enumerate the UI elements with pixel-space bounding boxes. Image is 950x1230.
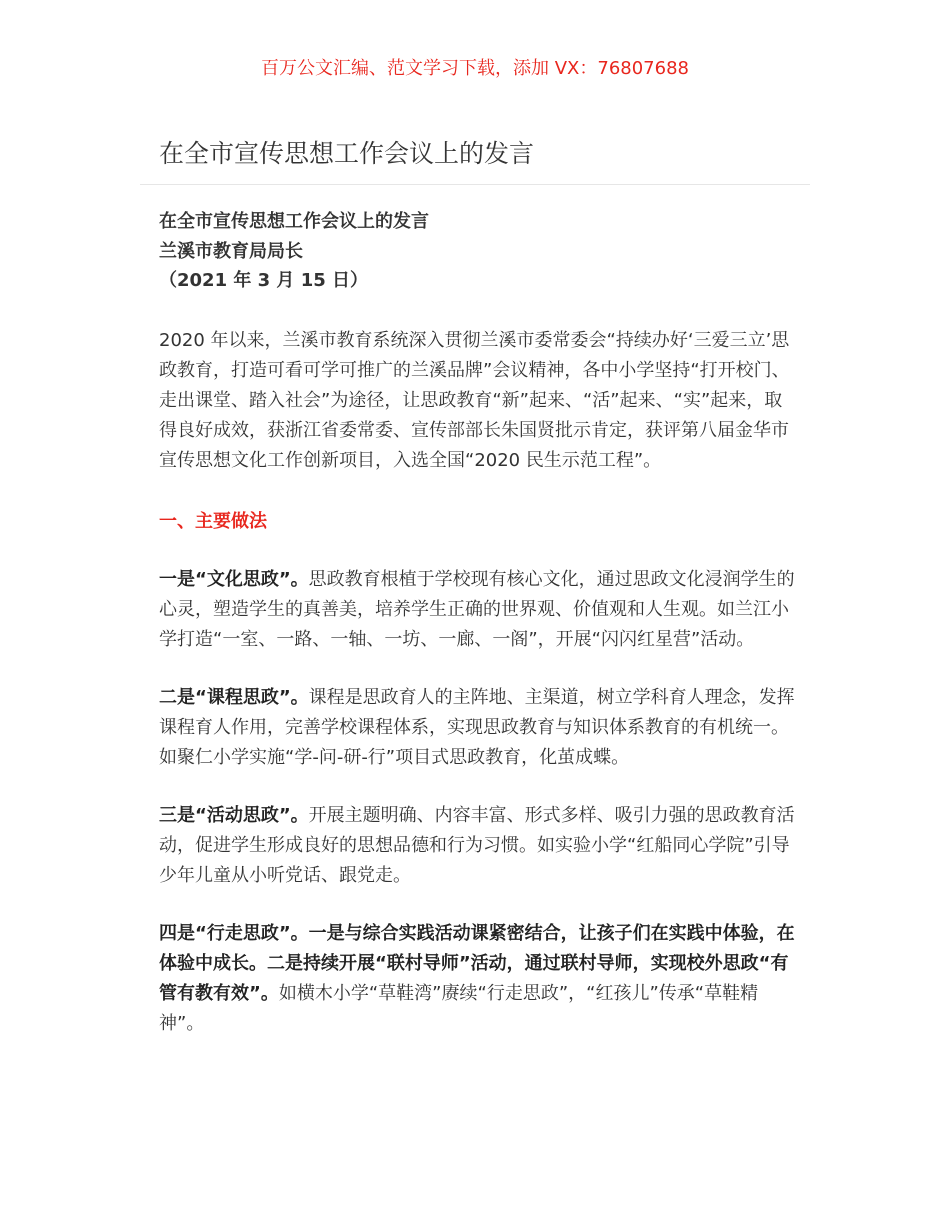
section-heading: 一、主要做法 xyxy=(159,510,267,532)
speech-title: 在全市宣传思想工作会议上的发言 xyxy=(159,211,429,232)
speech-header xyxy=(159,207,799,296)
article-body xyxy=(159,207,799,1039)
practice-paragraph xyxy=(159,565,799,655)
practice-text: 课程是思政育人的主阵地、主渠道，树立学科育人理念，发挥课程育人作用，完善学校课程体系，实现思政教育与知识体系教育的有机统一。如聚仁小学实施“学-问-研-行”项目式思政教育，化茧成蝶。 xyxy=(159,686,795,768)
intro-paragraph: 2020 年以来，兰溪市教育系统深入贯彻兰溪市委常委会“持续办好‘三爱三立’思政教育，打造可看可学可推广的兰溪品牌”会议精神，各中小学坚持“打开校门、走出课堂、踏入社会”为途径，让思政教育“新”起来、“活”起来、“实”起来，取得良好成效，获浙江省委常委、宣传部部长朱国贤批示肯定，获评第八届金华市宣传思想文化工作创新项目，入选全国“2020 民生示范工程”。 xyxy=(159,329,790,471)
practice-text: 思政教育根植于学校现有核心文化，通过思政文化浸润学生的心灵，塑造学生的真善美，培养学生正确的世界观、价值观和人生观。如兰江小学打造“一室、一路、一轴、一坊、一廊、一阁”，开展“闪闪红星营”活动。 xyxy=(159,568,795,650)
practice-text: 开展主题明确、内容丰富、形式多样、吸引力强的思政教育活动，促进学生形成良好的思想品德和行为习惯。如实验小学“红船同心学院”引导少年儿童从小听党话、跟党走。 xyxy=(159,804,795,886)
page-title: 在全市宣传思想工作会议上的发言 xyxy=(159,139,535,168)
speech-date: （2021 年 3 月 15 日） xyxy=(159,270,369,291)
speaker-position: 兰溪市教育局局长 xyxy=(159,240,303,262)
practice-lead: 一是“文化思政”。 xyxy=(159,568,309,590)
practice-paragraph xyxy=(159,801,799,891)
practice-paragraph xyxy=(159,919,799,1039)
practice-paragraph xyxy=(159,683,799,773)
practice-lead: 三是“活动思政”。 xyxy=(159,804,309,826)
title-divider xyxy=(140,184,810,185)
practice-lead: 二是“课程思政”。 xyxy=(159,686,309,708)
promo-banner: 百万公文汇编、范文学习下载，添加 VX：76807688 xyxy=(261,58,689,79)
practice-lead: 四是“行走思政”。一是与综合实践活动课紧密结合，让孩子们在实践中体验，在体验中成长。二是持续开展“联村导师”活动，通过联村导师，实现校外思政“有管有教有效”。 xyxy=(159,922,795,1004)
practice-text: 如横木小学“草鞋湾”赓续“行走思政”，“红孩儿”传承“草鞋精神”。 xyxy=(159,982,759,1034)
